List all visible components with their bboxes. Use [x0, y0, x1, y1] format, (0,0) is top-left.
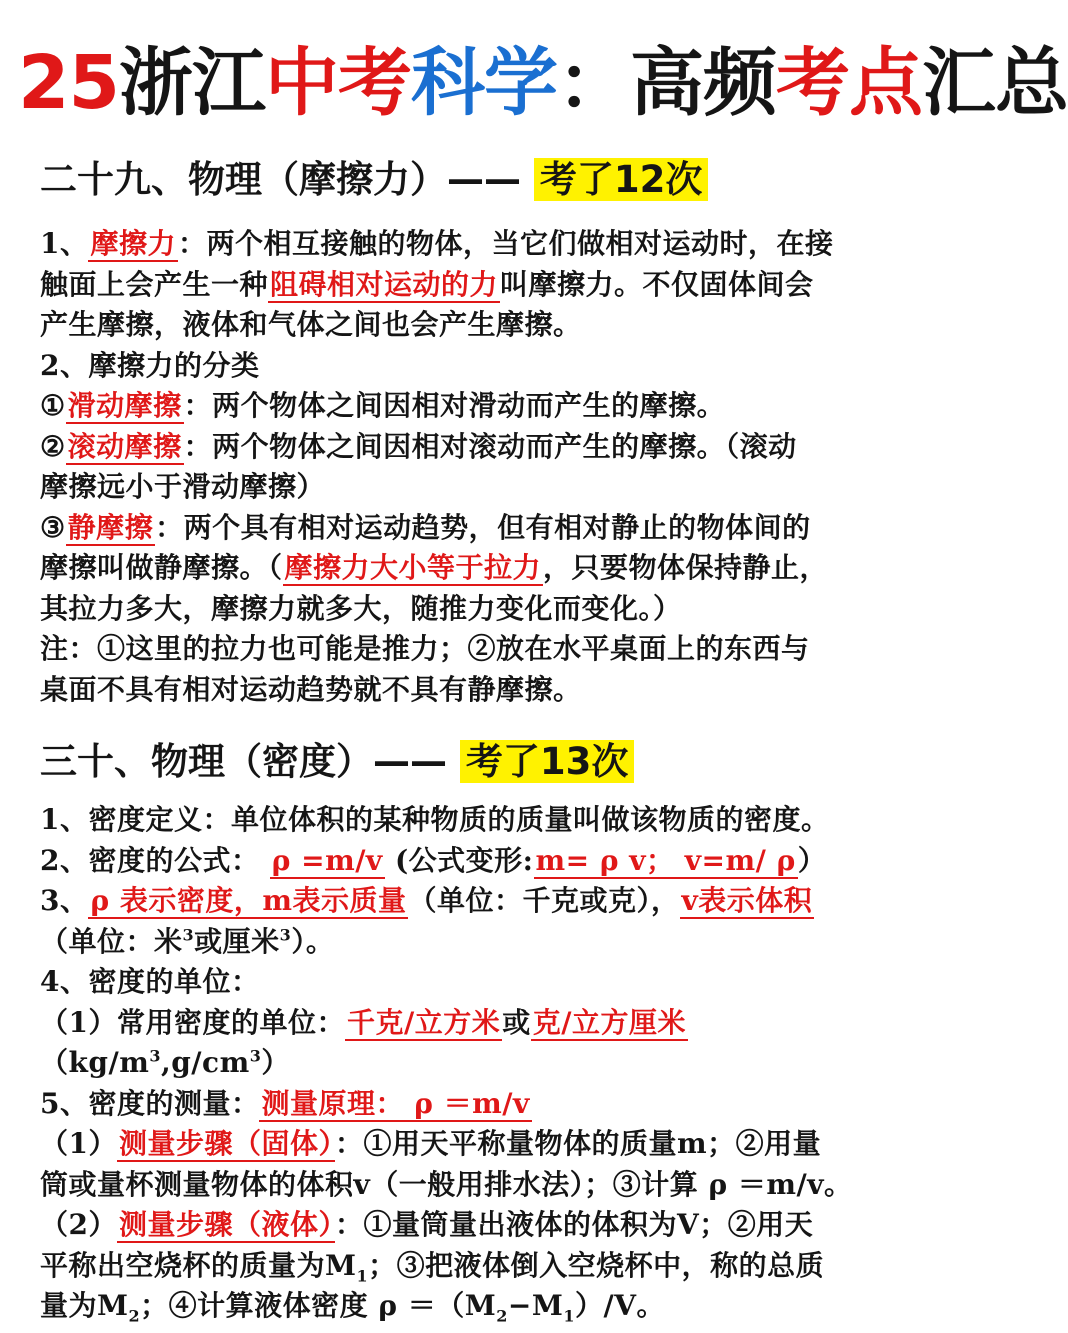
- text: （单位：千克或克），: [408, 884, 680, 917]
- text: ：两个物体之间因相对滑动而产生的摩擦。: [183, 389, 726, 422]
- text-line: [40, 508, 970, 549]
- key-term: 千克/立方米: [346, 1005, 501, 1039]
- superscript: 3: [279, 925, 292, 945]
- page-title: [18, 28, 1068, 138]
- text-line: [40, 841, 970, 882]
- superscript: 3: [249, 1046, 262, 1066]
- key-term: 滚动摩擦: [67, 429, 182, 463]
- text: 5、密度的测量：: [40, 1086, 260, 1120]
- text-line: 筒或量杯测量物体的体积v（一般用排水法）；③计算 ρ ＝m/v。: [40, 1167, 853, 1201]
- text-line: [40, 1043, 970, 1084]
- key-term: 摩擦力: [90, 227, 176, 260]
- text: （1）常用密度的单位：: [40, 1005, 345, 1039]
- section-30-heading: [40, 734, 634, 790]
- title-part: 浙江: [118, 40, 265, 126]
- subscript: 1: [356, 1266, 369, 1286]
- text-line: [40, 881, 970, 922]
- text: ③: [40, 510, 66, 544]
- title-part: 25: [18, 40, 119, 126]
- key-term: 测量步骤（液体）: [118, 1208, 333, 1241]
- text: ）: [797, 843, 827, 877]
- text: ,g/cm: [160, 1046, 250, 1079]
- text: ：①量筒量出液体的体积为V；②用天: [335, 1208, 814, 1241]
- text-line: [40, 1286, 970, 1327]
- text-line: [40, 386, 970, 427]
- superscript: 3: [149, 1046, 161, 1066]
- section-29-body: [40, 224, 970, 710]
- subscript: 1: [563, 1306, 576, 1326]
- key-term: v表示体积: [681, 884, 813, 917]
- section-heading-text: 三十、物理（密度）——: [40, 740, 447, 783]
- key-term: 测量步骤（固体）: [118, 1127, 333, 1160]
- text-line: [40, 922, 970, 963]
- subscript: 2: [496, 1306, 508, 1326]
- title-part: 科学: [410, 40, 557, 126]
- text: ，只要物体保持静止，: [543, 551, 829, 584]
- text-line: [40, 1124, 970, 1165]
- title-part: 中考: [264, 40, 411, 126]
- text-line: 1、密度定义：单位体积的某种物质的质量叫做该物质的密度。: [40, 803, 830, 836]
- text: ：①用天平称量物体的质量m；②用量: [335, 1127, 822, 1160]
- text: 1、: [40, 227, 89, 260]
- superscript: 3: [182, 925, 195, 945]
- section-29-heading: [40, 152, 708, 208]
- section-heading-text: 二十九、物理（摩擦力）——: [40, 158, 521, 201]
- text: (公式变形:: [394, 843, 534, 877]
- text: ）/V。: [575, 1289, 665, 1322]
- key-term: 克/立方厘米: [532, 1005, 686, 1039]
- key-term: 滑动摩擦: [67, 389, 182, 422]
- text: 平称出空烧杯的质量为M: [40, 1248, 357, 1282]
- text: （kg/m: [40, 1046, 150, 1079]
- text-line: 4、密度的单位：: [40, 965, 260, 998]
- text-line: 2、摩擦力的分类: [40, 348, 260, 382]
- text: 或厘米: [194, 924, 280, 958]
- title-part: 汇总: [921, 40, 1068, 126]
- formula: m= ρ v； v=m/ ρ: [535, 843, 796, 877]
- text: （单位：米: [40, 924, 183, 958]
- text: ；④计算液体密度 ρ ＝（M: [140, 1289, 497, 1322]
- text: 触面上会产生一种: [40, 267, 269, 301]
- text-line: 摩擦远小于滑动摩擦）: [40, 470, 326, 503]
- text: （1）: [40, 1127, 117, 1160]
- count-badge: 考了13次: [460, 740, 635, 783]
- text-line: [40, 427, 970, 468]
- text-line: [40, 1003, 970, 1044]
- text-line: [40, 1084, 970, 1125]
- text: 或: [502, 1005, 531, 1039]
- text: ②: [40, 429, 66, 463]
- text: 2、密度的公式：: [40, 843, 260, 877]
- text: ）。: [291, 924, 335, 958]
- text: ；③把液体倒入空烧杯中，称的总质: [368, 1248, 825, 1282]
- text: （2）: [40, 1208, 117, 1241]
- text-line: [40, 1205, 970, 1246]
- text-line: [40, 224, 970, 265]
- key-term: 阻碍相对运动的力: [270, 267, 499, 301]
- title-part: 考点: [775, 40, 922, 126]
- text: 摩擦叫做静摩擦。（: [40, 551, 283, 584]
- text: −M: [507, 1289, 564, 1322]
- key-term: 静摩擦: [67, 510, 154, 544]
- text-line: 桌面不具有相对运动趋势就不具有静摩擦。: [40, 672, 582, 706]
- text-line: [40, 1246, 970, 1287]
- section-30-body: [40, 800, 970, 1327]
- text: ：两个物体之间因相对滚动而产生的摩擦。（滚动: [183, 429, 797, 463]
- text-line: 其拉力多大，摩擦力就多大，随推力变化而变化。）: [40, 591, 682, 625]
- text: ：两个具有相对运动趋势，但有相对静止的物体间的: [155, 510, 811, 544]
- text-line: [40, 265, 970, 306]
- key-term: 摩擦力大小等于拉力: [284, 551, 542, 584]
- title-part: ：高频: [556, 40, 776, 126]
- text: ①: [40, 389, 66, 422]
- text: 叫摩擦力。不仅固体间会: [500, 267, 814, 301]
- subscript: 2: [128, 1306, 141, 1326]
- formula: ρ =m/v: [271, 843, 383, 877]
- text: ）: [261, 1046, 290, 1079]
- text-line: 产生摩擦，液体和气体之间也会产生摩擦。: [40, 308, 582, 341]
- text-line: 注：①这里的拉力也可能是推力；②放在水平桌面上的东西与: [40, 632, 810, 665]
- key-term: ρ 表示密度，m表示质量: [90, 884, 407, 917]
- text-line: [40, 548, 970, 589]
- count-badge: 考了12次: [534, 158, 709, 201]
- text: 量为M: [40, 1289, 129, 1322]
- text: ：两个相互接触的物体，当它们做相对运动时，在接: [178, 227, 834, 260]
- text: 3、: [40, 884, 89, 917]
- key-term: 测量原理： ρ ＝m/v: [261, 1086, 530, 1120]
